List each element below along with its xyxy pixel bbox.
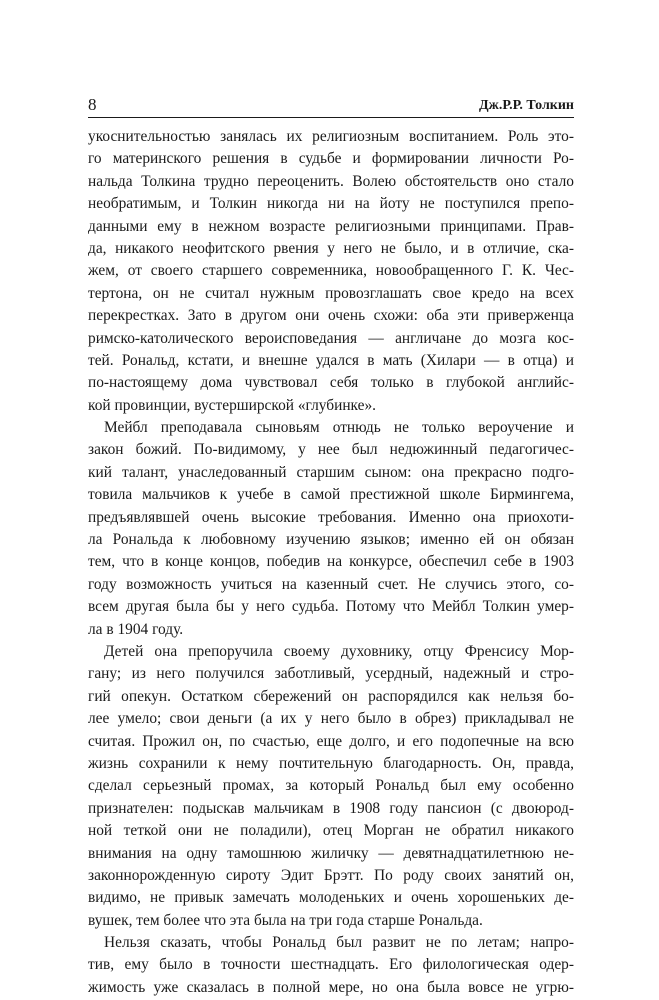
paragraph [88, 641, 574, 932]
text-line: Мейбл преподавала сыновьям отнюдь не только вероучение и [104, 419, 574, 437]
paragraph [88, 932, 574, 999]
text-line: считая. Прожил он, по счастью, еще долго, и его подопечные на всю [88, 732, 574, 750]
text-line: жем, от своего старшего современника, новообращенного Г. К. Чес- [88, 262, 574, 280]
text-line: кой провинции, вустерширской «глубинке». [88, 396, 377, 414]
text-line: видимо, не привык замечать молоденьких и очень хорошеньких де- [88, 889, 574, 907]
paragraph [88, 417, 574, 641]
text-line: признателен: подыскав мальчикам в 1908 году пансион (с двоюрод- [88, 799, 574, 817]
text-line: кий талант, унаследованный старшим сыном: она прекрасно подго- [88, 463, 574, 481]
text-line: всем другая была бы у него судьба. Потому что Мейбл Толкин умер- [88, 598, 574, 616]
text-line: году возможность учиться на казенный счет. Не случись этого, со- [88, 575, 574, 593]
running-head [88, 95, 574, 118]
text-line: гий опекун. Остатком сбережений он распорядился как нельзя бо- [88, 687, 574, 705]
text-line: да, никакого неофитского рвения у него не было, и в отличие, ска- [88, 239, 574, 257]
running-title: Дж.Р.Р. Толкин [479, 98, 574, 113]
paragraph [88, 126, 574, 417]
text-line: укоснительностью занялась их религиозным воспитанием. Роль это- [88, 128, 574, 145]
text-line: жимость уже сказалась в полной мере, но она была вовсе не угрю- [88, 978, 574, 996]
text-line: тей. Рональд, кстати, и внешне удался в мать (Хилари — в отца) и [88, 351, 574, 369]
text-line: ла Рональда к любовному изучению языков; именно ей он обязан [88, 531, 574, 549]
text-line: вушек, тем более что эта была на три года старше Рональда. [88, 911, 483, 929]
text-line: ла в 1904 году. [88, 620, 184, 638]
text-line: нальда Толкина трудно переоценить. Волею обстоятельств оно стало [88, 172, 574, 190]
text-line: товила мальчиков к учебе в самой престижной школе Бирмингема, [88, 486, 574, 504]
text-line: по-настоящему дома чувствовал себя только в глубокой английс- [88, 374, 574, 392]
text-line: Нельзя сказать, чтобы Рональд был развит не по летам; напро- [104, 934, 574, 952]
text-line: законнорожденную сироту Эдит Брэтт. По роду своих занятий он, [88, 866, 574, 884]
text-line: необратимым, и Толкин никогда ни на йоту не поступился препо- [88, 195, 574, 213]
text-line: ной теткой они не поладили), отец Морган не обратил никакого [88, 822, 574, 840]
text-line: лее умело; свои деньги (а их у него было в обрез) прикладывал не [88, 710, 574, 728]
text-line: предъявлявшей очень высокие требования. Именно она приохоти- [88, 508, 574, 526]
text-line: данными ему в нежном возрасте религиозными принципами. Прав- [88, 217, 574, 235]
text-line: тем, что в конце концов, победив на конкурсе, обеспечил себе в 1903 [88, 553, 574, 571]
text-line: перекрестках. Зато в другом они очень схожи: оба эти приверженца [88, 307, 574, 325]
text-line: внимания на одну тамошнюю жиличку — девятнадцатилетнюю не- [88, 844, 574, 862]
text-line: тертона, он не считал нужным провозглашать свое кредо на всех [88, 284, 574, 302]
text-line: Детей она препоручила своему духовнику, отцу Френсису Мор- [104, 642, 574, 660]
text-line: жизнь сохранили к нему почтительную благодарность. Он, правда, [88, 754, 574, 772]
text-line: го материнского решения в судьбе и формировании личности Ро- [88, 150, 574, 168]
text-line: гану; из него получился заботливый, усердный, надежный и стро- [88, 665, 574, 683]
body-text [88, 126, 574, 999]
text-line: тив, ему было в точности шестнадцать. Его филологическая одер- [88, 956, 574, 974]
text-line: сделал серьезный промах, за который Рональд был ему особенно [88, 777, 574, 795]
page-number: 8 [88, 95, 97, 114]
text-line: римско-католического вероисповедания — англичане до мозга кос- [88, 329, 574, 347]
text-line: закон божий. По-видимому, у нее был недюжинный педагогичес- [88, 441, 574, 459]
